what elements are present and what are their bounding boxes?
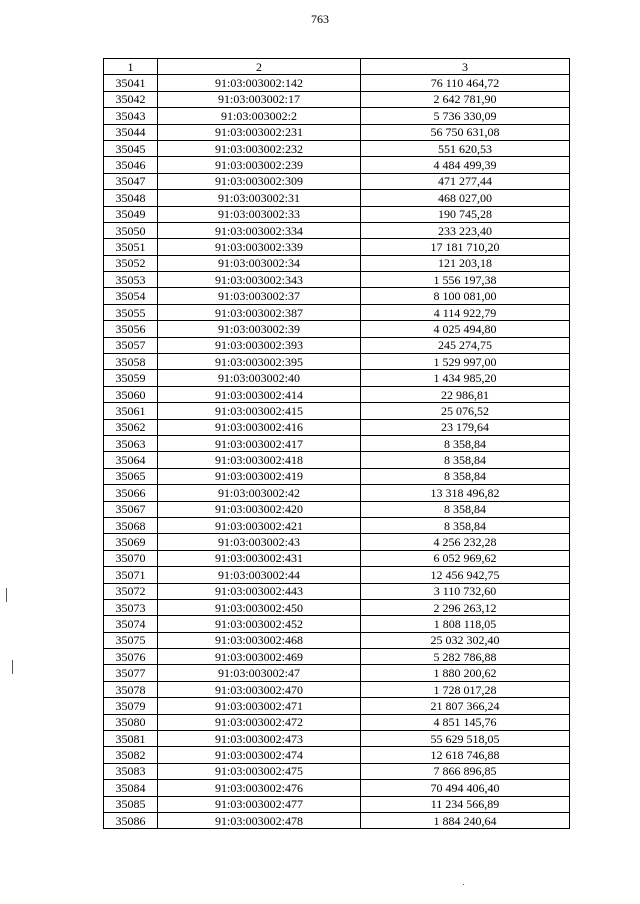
value-cell: 4 851 145,76 — [361, 714, 570, 730]
value-cell: 55 629 518,05 — [361, 731, 570, 747]
table-row — [104, 796, 570, 812]
value-cell: 7 866 896,85 — [361, 763, 570, 779]
cadastral-number-cell: 91:03:003002:415 — [158, 403, 361, 419]
table-row — [104, 567, 570, 583]
cadastral-number-cell: 91:03:003002:231 — [158, 124, 361, 140]
column-header: 2 — [158, 59, 361, 75]
value-cell: 25 076,52 — [361, 403, 570, 419]
cadastral-number-cell: 91:03:003002:17 — [158, 91, 361, 107]
table-row — [104, 124, 570, 140]
value-cell: 190 745,28 — [361, 206, 570, 222]
value-cell: 25 032 302,40 — [361, 632, 570, 648]
row-number-cell: 35077 — [104, 665, 158, 681]
cadastral-number-cell: 91:03:003002:443 — [158, 583, 361, 599]
cadastral-number-cell: 91:03:003002:343 — [158, 272, 361, 288]
cadastral-number-cell: 91:03:003002:239 — [158, 157, 361, 173]
value-cell: 8 358,84 — [361, 435, 570, 451]
value-cell: 5 736 330,09 — [361, 108, 570, 124]
cadastral-number-cell: 91:03:003002:431 — [158, 550, 361, 566]
value-cell: 471 277,44 — [361, 173, 570, 189]
row-number-cell: 35060 — [104, 386, 158, 402]
value-cell: 8 358,84 — [361, 468, 570, 484]
value-cell: 4 025 494,80 — [361, 321, 570, 337]
cadastral-number-cell: 91:03:003002:420 — [158, 501, 361, 517]
value-cell: 70 494 406,40 — [361, 780, 570, 796]
cadastral-number-cell: 91:03:003002:44 — [158, 567, 361, 583]
row-number-cell: 35083 — [104, 763, 158, 779]
row-number-cell: 35046 — [104, 157, 158, 173]
value-cell: 8 358,84 — [361, 517, 570, 533]
cadastral-number-cell: 91:03:003002:469 — [158, 649, 361, 665]
table-row — [104, 714, 570, 730]
row-number-cell: 35079 — [104, 698, 158, 714]
row-number-cell: 35070 — [104, 550, 158, 566]
table-row — [104, 321, 570, 337]
row-number-cell: 35072 — [104, 583, 158, 599]
table-row — [104, 632, 570, 648]
row-number-cell: 35061 — [104, 403, 158, 419]
row-number-cell: 35080 — [104, 714, 158, 730]
table-row — [104, 370, 570, 386]
value-cell: 468 027,00 — [361, 190, 570, 206]
cadastral-number-cell: 91:03:003002:42 — [158, 485, 361, 501]
table-row — [104, 747, 570, 763]
value-cell: 1 529 997,00 — [361, 354, 570, 370]
cadastral-number-cell: 91:03:003002:142 — [158, 75, 361, 91]
table-row — [104, 190, 570, 206]
value-cell: 1 880 200,62 — [361, 665, 570, 681]
row-number-cell: 35044 — [104, 124, 158, 140]
value-cell: 56 750 631,08 — [361, 124, 570, 140]
row-number-cell: 35076 — [104, 649, 158, 665]
value-cell: 8 358,84 — [361, 452, 570, 468]
cadastral-number-cell: 91:03:003002:477 — [158, 796, 361, 812]
row-number-cell: 35074 — [104, 616, 158, 632]
table-row — [104, 206, 570, 222]
table-row — [104, 485, 570, 501]
row-number-cell: 35084 — [104, 780, 158, 796]
value-cell: 3 110 732,60 — [361, 583, 570, 599]
table-row — [104, 288, 570, 304]
row-number-cell: 35059 — [104, 370, 158, 386]
scan-mark — [6, 588, 7, 602]
cadastral-number-cell: 91:03:003002:414 — [158, 386, 361, 402]
value-cell: 1 556 197,38 — [361, 272, 570, 288]
table-row — [104, 501, 570, 517]
value-cell: 6 052 969,62 — [361, 550, 570, 566]
row-number-cell: 35075 — [104, 632, 158, 648]
table-row — [104, 91, 570, 107]
table-row — [104, 108, 570, 124]
value-cell: 1 728 017,28 — [361, 681, 570, 697]
row-number-cell: 35051 — [104, 239, 158, 255]
row-number-cell: 35043 — [104, 108, 158, 124]
column-header: 3 — [361, 59, 570, 75]
cadastral-number-cell: 91:03:003002:419 — [158, 468, 361, 484]
cadastral-number-cell: 91:03:003002:472 — [158, 714, 361, 730]
cadastral-number-cell: 91:03:003002:416 — [158, 419, 361, 435]
table-row — [104, 435, 570, 451]
row-number-cell: 35071 — [104, 567, 158, 583]
table-row — [104, 452, 570, 468]
cadastral-number-cell: 91:03:003002:37 — [158, 288, 361, 304]
cadastral-number-cell: 91:03:003002:470 — [158, 681, 361, 697]
value-cell: 551 620,53 — [361, 140, 570, 156]
table-row — [104, 698, 570, 714]
cadastral-number-cell: 91:03:003002:421 — [158, 517, 361, 533]
value-cell: 12 456 942,75 — [361, 567, 570, 583]
row-number-cell: 35064 — [104, 452, 158, 468]
table-row — [104, 599, 570, 615]
scan-mark — [12, 660, 13, 674]
table-row — [104, 681, 570, 697]
value-cell: 4 114 922,79 — [361, 304, 570, 320]
table-row — [104, 534, 570, 550]
value-cell: 2 642 781,90 — [361, 91, 570, 107]
row-number-cell: 35066 — [104, 485, 158, 501]
cadastral-number-cell: 91:03:003002:2 — [158, 108, 361, 124]
table-row — [104, 304, 570, 320]
row-number-cell: 35057 — [104, 337, 158, 353]
column-header: 1 — [104, 59, 158, 75]
row-number-cell: 35052 — [104, 255, 158, 271]
table-body — [104, 75, 570, 829]
scan-mark — [463, 884, 464, 885]
table-row — [104, 812, 570, 828]
table-row — [104, 403, 570, 419]
cadastral-number-cell: 91:03:003002:31 — [158, 190, 361, 206]
table-row — [104, 665, 570, 681]
cadastral-number-cell: 91:03:003002:339 — [158, 239, 361, 255]
table-row — [104, 550, 570, 566]
page-number: 763 — [311, 12, 329, 26]
table-row — [104, 272, 570, 288]
row-number-cell: 35069 — [104, 534, 158, 550]
row-number-cell: 35073 — [104, 599, 158, 615]
value-cell: 2 296 263,12 — [361, 599, 570, 615]
row-number-cell: 35068 — [104, 517, 158, 533]
row-number-cell: 35085 — [104, 796, 158, 812]
value-cell: 1 808 118,05 — [361, 616, 570, 632]
table-row — [104, 75, 570, 91]
row-number-cell: 35050 — [104, 222, 158, 238]
value-cell: 121 203,18 — [361, 255, 570, 271]
row-number-cell: 35048 — [104, 190, 158, 206]
value-cell: 17 181 710,20 — [361, 239, 570, 255]
value-cell: 4 484 499,39 — [361, 157, 570, 173]
cadastral-number-cell: 91:03:003002:475 — [158, 763, 361, 779]
row-number-cell: 35053 — [104, 272, 158, 288]
table-row — [104, 157, 570, 173]
cadastral-number-cell: 91:03:003002:395 — [158, 354, 361, 370]
cadastral-number-cell: 91:03:003002:478 — [158, 812, 361, 828]
row-number-cell: 35042 — [104, 91, 158, 107]
row-number-cell: 35049 — [104, 206, 158, 222]
cadastral-number-cell: 91:03:003002:43 — [158, 534, 361, 550]
cadastral-number-cell: 91:03:003002:452 — [158, 616, 361, 632]
row-number-cell: 35047 — [104, 173, 158, 189]
value-cell: 233 223,40 — [361, 222, 570, 238]
cadastral-number-cell: 91:03:003002:393 — [158, 337, 361, 353]
value-cell: 1 434 985,20 — [361, 370, 570, 386]
row-number-cell: 35081 — [104, 731, 158, 747]
cadastral-number-cell: 91:03:003002:334 — [158, 222, 361, 238]
value-cell: 22 986,81 — [361, 386, 570, 402]
cadastral-number-cell: 91:03:003002:34 — [158, 255, 361, 271]
row-number-cell: 35078 — [104, 681, 158, 697]
row-number-cell: 35082 — [104, 747, 158, 763]
cadastral-number-cell: 91:03:003002:450 — [158, 599, 361, 615]
row-number-cell: 35063 — [104, 435, 158, 451]
cadastral-number-cell: 91:03:003002:471 — [158, 698, 361, 714]
row-number-cell: 35058 — [104, 354, 158, 370]
table-header-row — [104, 59, 570, 75]
table-row — [104, 255, 570, 271]
table-row — [104, 583, 570, 599]
table-row — [104, 386, 570, 402]
table-row — [104, 140, 570, 156]
table-row — [104, 419, 570, 435]
row-number-cell: 35067 — [104, 501, 158, 517]
table-row — [104, 616, 570, 632]
table-row — [104, 337, 570, 353]
row-number-cell: 35086 — [104, 812, 158, 828]
cadastral-number-cell: 91:03:003002:33 — [158, 206, 361, 222]
data-table — [103, 58, 570, 829]
value-cell: 1 884 240,64 — [361, 812, 570, 828]
table-row — [104, 239, 570, 255]
cadastral-number-cell: 91:03:003002:476 — [158, 780, 361, 796]
cadastral-number-cell: 91:03:003002:387 — [158, 304, 361, 320]
cadastral-number-cell: 91:03:003002:468 — [158, 632, 361, 648]
table-row — [104, 649, 570, 665]
value-cell: 13 318 496,82 — [361, 485, 570, 501]
cadastral-number-cell: 91:03:003002:418 — [158, 452, 361, 468]
value-cell: 5 282 786,88 — [361, 649, 570, 665]
table-row — [104, 517, 570, 533]
table-row — [104, 731, 570, 747]
value-cell: 8 100 081,00 — [361, 288, 570, 304]
cadastral-number-cell: 91:03:003002:40 — [158, 370, 361, 386]
value-cell: 12 618 746,88 — [361, 747, 570, 763]
value-cell: 23 179,64 — [361, 419, 570, 435]
cadastral-number-cell: 91:03:003002:417 — [158, 435, 361, 451]
row-number-cell: 35041 — [104, 75, 158, 91]
value-cell: 4 256 232,28 — [361, 534, 570, 550]
cadastral-number-cell: 91:03:003002:232 — [158, 140, 361, 156]
table-row — [104, 468, 570, 484]
value-cell: 245 274,75 — [361, 337, 570, 353]
row-number-cell: 35062 — [104, 419, 158, 435]
row-number-cell: 35055 — [104, 304, 158, 320]
cadastral-number-cell: 91:03:003002:309 — [158, 173, 361, 189]
row-number-cell: 35056 — [104, 321, 158, 337]
value-cell: 11 234 566,89 — [361, 796, 570, 812]
value-cell: 76 110 464,72 — [361, 75, 570, 91]
table-row — [104, 763, 570, 779]
value-cell: 21 807 366,24 — [361, 698, 570, 714]
row-number-cell: 35054 — [104, 288, 158, 304]
table-row — [104, 780, 570, 796]
table-row — [104, 354, 570, 370]
cadastral-number-cell: 91:03:003002:47 — [158, 665, 361, 681]
cadastral-number-cell: 91:03:003002:474 — [158, 747, 361, 763]
value-cell: 8 358,84 — [361, 501, 570, 517]
row-number-cell: 35045 — [104, 140, 158, 156]
table-row — [104, 222, 570, 238]
table-row — [104, 173, 570, 189]
cadastral-number-cell: 91:03:003002:473 — [158, 731, 361, 747]
row-number-cell: 35065 — [104, 468, 158, 484]
cadastral-number-cell: 91:03:003002:39 — [158, 321, 361, 337]
